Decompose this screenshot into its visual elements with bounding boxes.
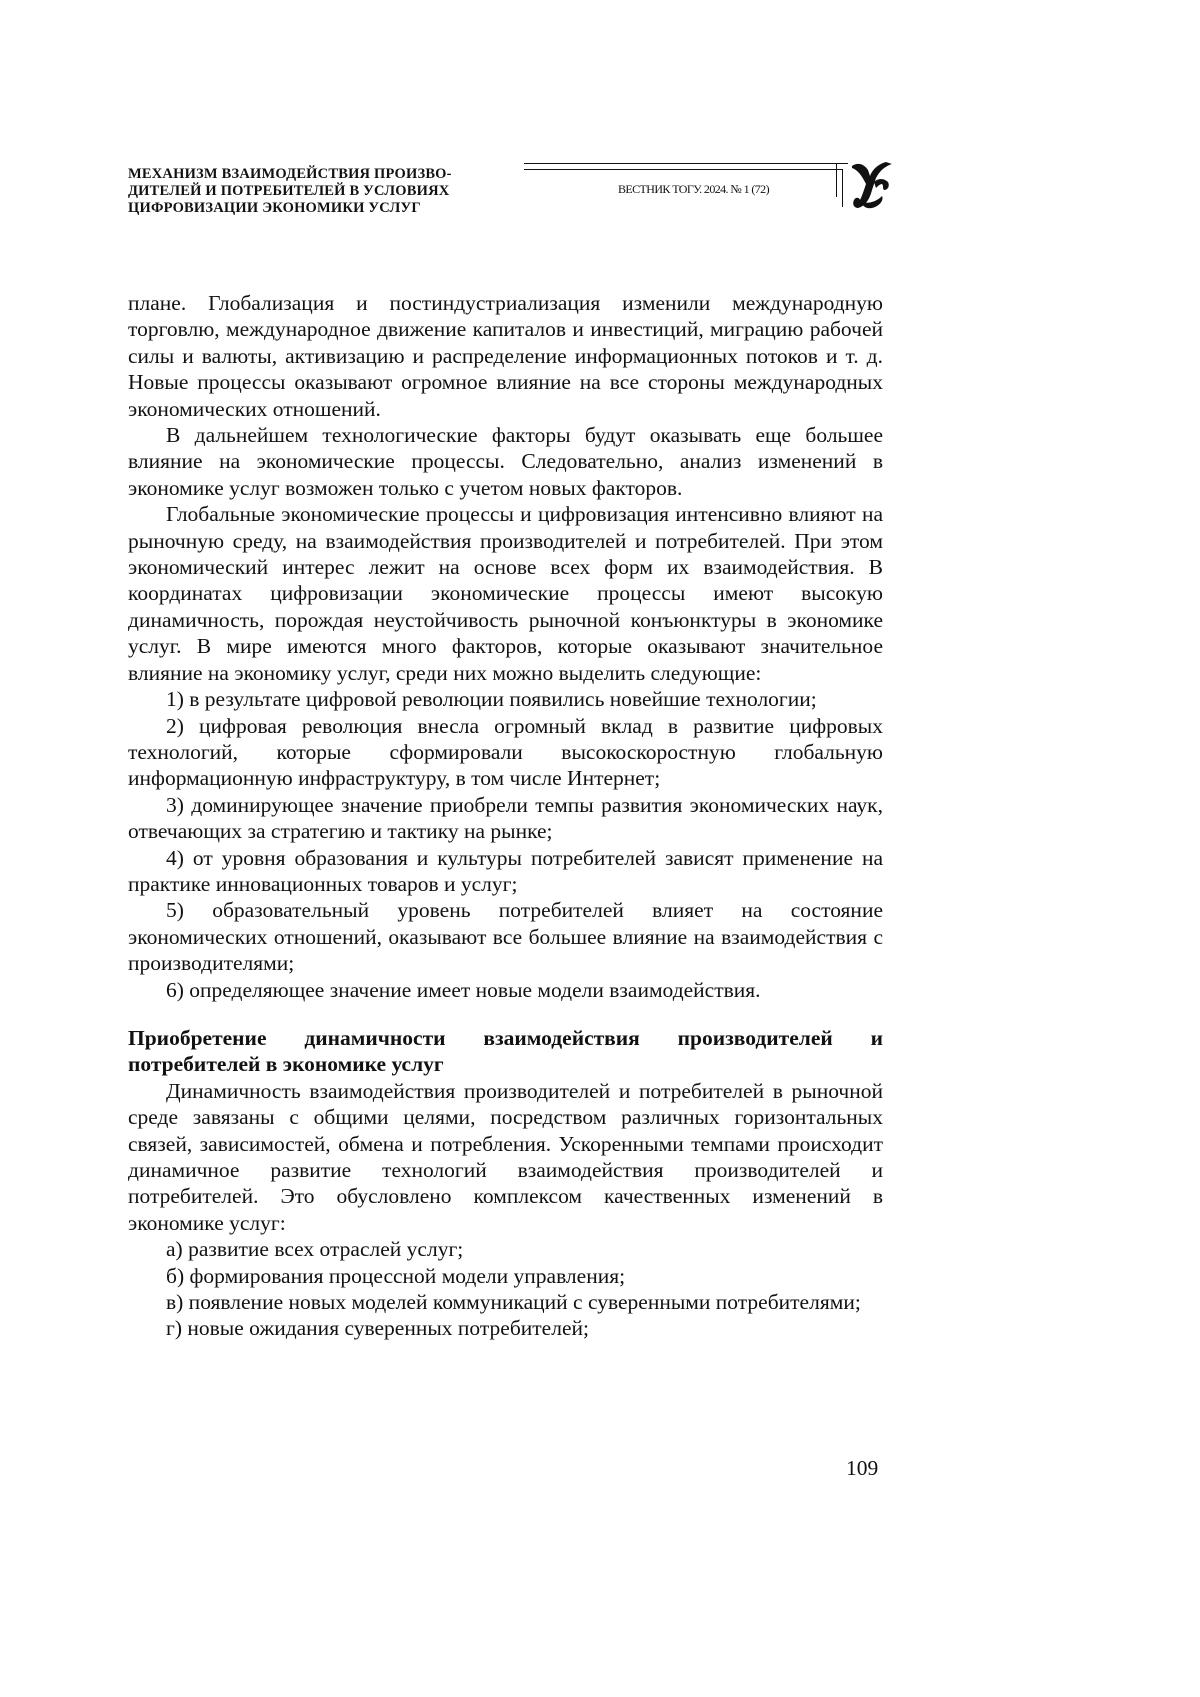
header-rule-top — [524, 163, 848, 164]
journal-name: ВЕСТНИК ТОГУ. 2024. № 1 (72) — [618, 182, 769, 196]
running-header — [128, 160, 898, 230]
page-number: 109 — [846, 1456, 879, 1480]
list-item-3: 3) доминирующее значение приобрели темпы развития экономических наук, отвечающих за стратегию и тактику на рынке; — [128, 792, 883, 844]
article-body — [128, 290, 883, 1342]
paragraph-3: Глобальные экономические процессы и цифровизация интенсивно влияют на рыночную среду, на взаимодействия производителей и потребителей. При этом экономический интерес лежит на основе всех форм их взаимодействия. В координатах цифровизации экономические процессы имеют высокую динамичность, порождая неустойчивость рыночной конъюнктуры в экономике услуг. В мире имеются много факторов, которые оказывают значительное влияние на экономику услуг, среди них можно выделить следующие: — [128, 502, 883, 685]
paragraph-1: плане. Глобализация и постиндустриализация изменили международную торговлю, международное движение капиталов и инвестиций, миграцию рабочей силы и валюты, активизацию и распределение информационных потоков и т. д. Новые процессы оказывают огромное влияние на все стороны международных экономических отношений. — [128, 291, 883, 421]
section-heading: Приобретение динамичности взаимодействия производителей и потребителей в экономике услуг — [128, 1025, 883, 1077]
running-title: МЕХАНИЗМ ВЗАИМОДЕЙСТВИЯ ПРОИЗВО- ДИТЕЛЕЙ И ПОТРЕБИТЕЛЕЙ В УСЛОВИЯХ ЦИФРОВИЗАЦИИ ЭКОНОМИКИ УСЛУГ — [128, 166, 452, 216]
section-list-item-c: в) появление новых моделей коммуникаций с суверенными потребителями; — [166, 1290, 861, 1315]
journal-logo-icon — [848, 160, 894, 212]
list-item-5: 5) образовательный уровень потребителей влияет на состояние экономических отношений, оказывают все большее влияние на взаимодействия с производителями; — [128, 898, 883, 976]
section-list-item-a: а) развитие всех отраслей услуг; — [166, 1237, 464, 1262]
header-rule-inner — [524, 169, 842, 170]
section-list-item-b: б) формирования процессной модели управления; — [166, 1263, 626, 1288]
section-list-item-d: г) новые ожидания суверенных потребителей; — [166, 1316, 589, 1341]
header-rule-vertical-1 — [836, 163, 837, 197]
paragraph-2: В дальнейшем технологические факторы будут оказывать еще большее влияние на экономические процессы. Следовательно, анализ изменений в экономике услуг возможен только с учетом новых факторов. — [128, 423, 883, 500]
list-item-2: 2) цифровая революция внесла огромный вклад в развитие цифровых технологий, которые сформировали высокоскоростную глобальную информационную инфраструктуру, в том числе Интернет; — [128, 713, 883, 791]
list-item-6: 6) определяющее значение имеет новые модели взаимодействия. — [166, 977, 761, 1002]
header-rule-vertical-2 — [842, 169, 843, 207]
section-paragraph: Динамичность взаимодействия производителей и потребителей в рыночной среде завязаны с общими целями, посредством различных горизонтальных связей, зависимостей, обмена и потребления. Ускоренными темпами происходит динамичное развитие технологий взаимодействия производителей и потребителей. Это обусловлено комплексом качественных изменений в экономике услуг: — [128, 1078, 883, 1235]
list-item-4: 4) от уровня образования и культуры потребителей зависят применение на практике инновационных товаров и услуг; — [128, 845, 883, 896]
list-item-1: 1) в результате цифровой революции появились новейшие технологии; — [166, 687, 817, 712]
